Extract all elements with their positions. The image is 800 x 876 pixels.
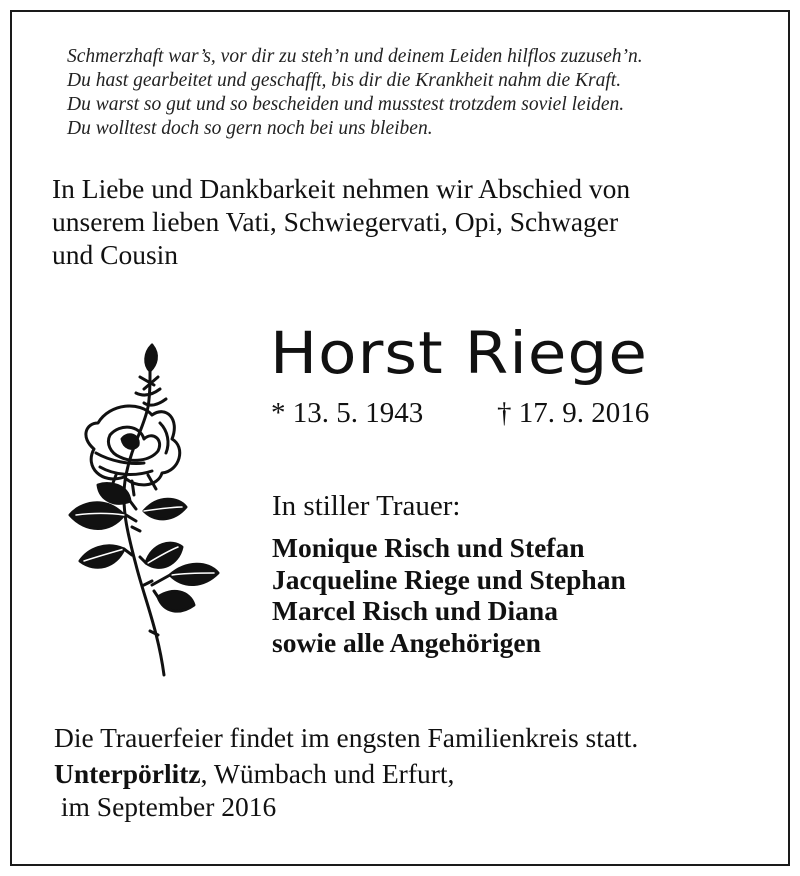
rose-icon: [40, 335, 225, 680]
mourner-name: Jacqueline Riege und Stephan: [272, 563, 626, 595]
poem: [67, 45, 767, 141]
intro-line: In Liebe und Dankbarkeit nehmen wir Abschied von: [52, 173, 631, 204]
intro-line: unserem lieben Vati, Schwiegervati, Opi, Schwager: [52, 206, 619, 237]
place-and-date: [54, 757, 454, 823]
mourning-label: In stiller Trauer:: [272, 490, 461, 522]
birth-date: * 13. 5. 1943: [271, 397, 424, 429]
intro-text: [52, 172, 752, 271]
mourners-list: [272, 532, 626, 658]
poem-line: Du hast gearbeitet und geschafft, bis dir die Krankheit nahm die Kraft.: [67, 70, 622, 91]
poem-line: Schmerzhaft war’s, vor dir zu steh’n und deinem Leiden hilflos zuzuseh’n.: [67, 46, 643, 67]
mourner-name: sowie alle Angehörigen: [272, 626, 541, 658]
ceremony-note: Die Trauerfeier findet im engsten Familienkreis statt.: [54, 722, 639, 753]
poem-line: Du wolltest doch so gern noch bei uns bleiben.: [67, 118, 433, 139]
poem-line: Du warst so gut und so bescheiden und musstest trotzdem soviel leiden.: [67, 94, 625, 115]
place-others: , Wümbach und Erfurt,: [200, 758, 455, 789]
intro-line: und Cousin: [52, 239, 179, 270]
death-date: † 17. 9. 2016: [497, 397, 650, 429]
mourner-name: Monique Risch und Stefan: [272, 532, 585, 563]
place-main: Unterpörlitz: [54, 758, 201, 789]
notice-date: im September 2016: [54, 791, 277, 822]
deceased-name: Horst Riege: [270, 319, 648, 387]
mourner-name: Marcel Risch und Diana: [272, 595, 558, 626]
